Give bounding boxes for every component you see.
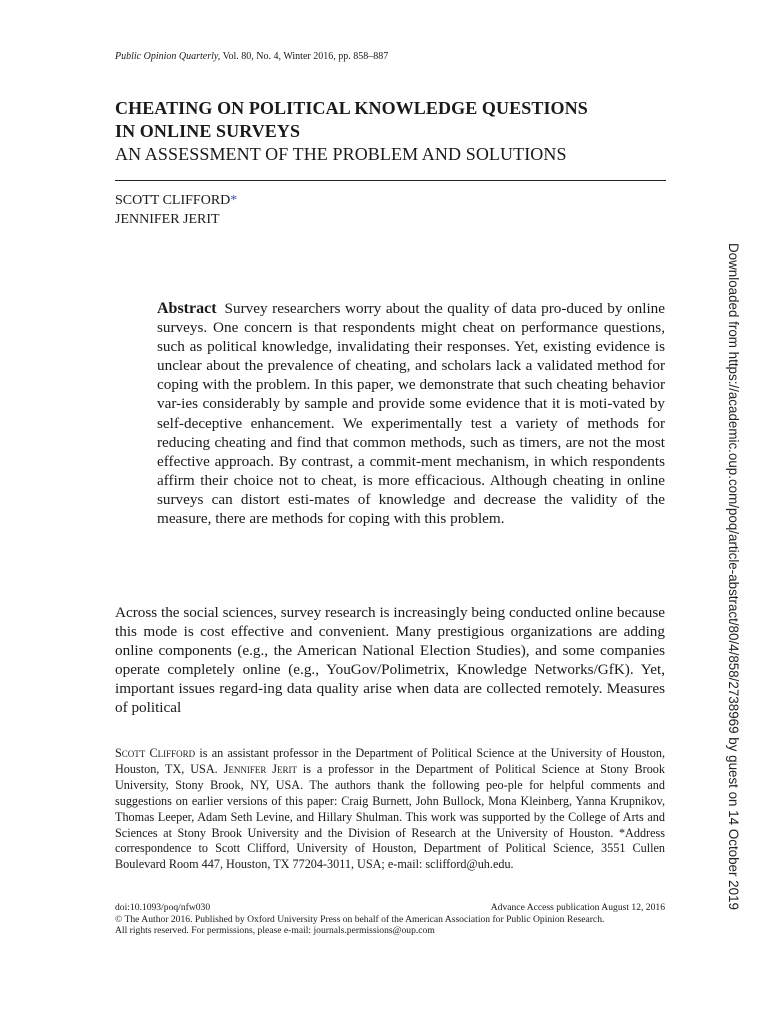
journal-citation [115, 51, 388, 63]
author-footnote [115, 746, 665, 873]
doi: doi:10.1093/poq/nfw030 [115, 902, 211, 913]
body-paragraph: Across the social sciences, survey research is increasingly being conducted online because this mode is cost effective and convenient. Many prestigious organizations are adding online components (e.g., the American National Election Studies), and some companies operate completely online (e.g., YouGov/Polimetrix, Knowledge Networks/GfK). Yet, important issues regard-ing data quality arise when data are collected remotely. Measures of political [115, 604, 665, 717]
journal-name: Public Opinion Quarterly, [115, 51, 221, 62]
abstract-label: Abstract [157, 300, 217, 317]
volume-issue-pages: Vol. 80, No. 4, Winter 2016, pp. 858–887 [220, 51, 389, 62]
correspondence-marker-link[interactable]: * [230, 193, 238, 208]
author-1-name: SCOTT CLIFFORD [115, 193, 231, 208]
footnote-text-1: is an assistant professor in the Department of Political Science at the University of Houston, Houston, TX, USA. [115, 746, 665, 776]
article-title-block [115, 97, 675, 166]
copyright-line: © The Author 2016. Published by Oxford University Press on behalf of the American Association for Public Opinion Research. [115, 913, 605, 925]
advance-access: Advance Access publication August 12, 2016 [490, 902, 665, 913]
abstract [157, 299, 665, 528]
footnote-text-2: is a professor in the Department of Political Science at Stony Brook University, Stony Brook, NY, USA. The authors thank the following peo-ple for helpful comments and suggestions on earlier versions of this paper: Craig Burnett, John Bullock, Mona Kleinberg, Yanna Krupnikov, Thomas Leeper, Adam Seth Levine, and Hillary Shulman. This work was supported by the College of Arts and Sciences at Stony Brook University and the Division of Research at the University of Houston. *Address correspondence to Scott Clifford, University of Houston, Department of Political Science, 3551 Cullen Boulevard Room 447, Houston, TX 77204-3011, USA; e-mail: sclifford@uh.edu. [115, 761, 665, 872]
author-1 [115, 191, 237, 210]
rights-line: All rights reserved. For permissions, please e-mail: journals.permissions@oup.com [115, 925, 435, 937]
download-watermark [724, 243, 742, 910]
doi-row [115, 902, 665, 914]
download-note: Downloaded from https://academic.oup.com/poq/article-abstract/80/4/858/2738969 by guest on 14 October 2019 [726, 243, 741, 910]
article-title-line-1: CHEATING ON POLITICAL KNOWLEDGE QUESTIONS [115, 98, 588, 118]
author-2: JENNIFER JERIT [115, 212, 220, 227]
footnote-author-2: Jennifer Jerit [223, 761, 297, 776]
footnote-author-1: Scott Clifford [115, 746, 196, 760]
publication-meta [115, 902, 665, 937]
title-divider [115, 180, 666, 181]
author-list [115, 191, 237, 229]
article-subtitle: AN ASSESSMENT OF THE PROBLEM AND SOLUTIONS [115, 144, 567, 164]
abstract-text: Survey researchers worry about the quality of data pro-duced by online surveys. One concern is that respondents might cheat on performance questions, such as political knowledge, invalidating their responses. Yet, existing evidence is unclear about the prevalence of cheating, and scholars lack a validated method for coping with the problem. In this paper, we demonstrate that such cheating behavior var-ies considerably by sample and provide some evidence that it is moti-vated by self-deceptive enhancement. We experimentally test a variety of methods for reducing cheating and find that common methods, such as timers, are not the most effective approach. By contrast, a commit-ment mechanism, in which respondents affirm their choice not to cheat, is more efficacious. Although cheating in online surveys can distort esti-mates of knowledge and decrease the validity of the measure, there are methods for coping with this problem. [157, 300, 665, 528]
article-title-line-2: IN ONLINE SURVEYS [115, 121, 301, 141]
